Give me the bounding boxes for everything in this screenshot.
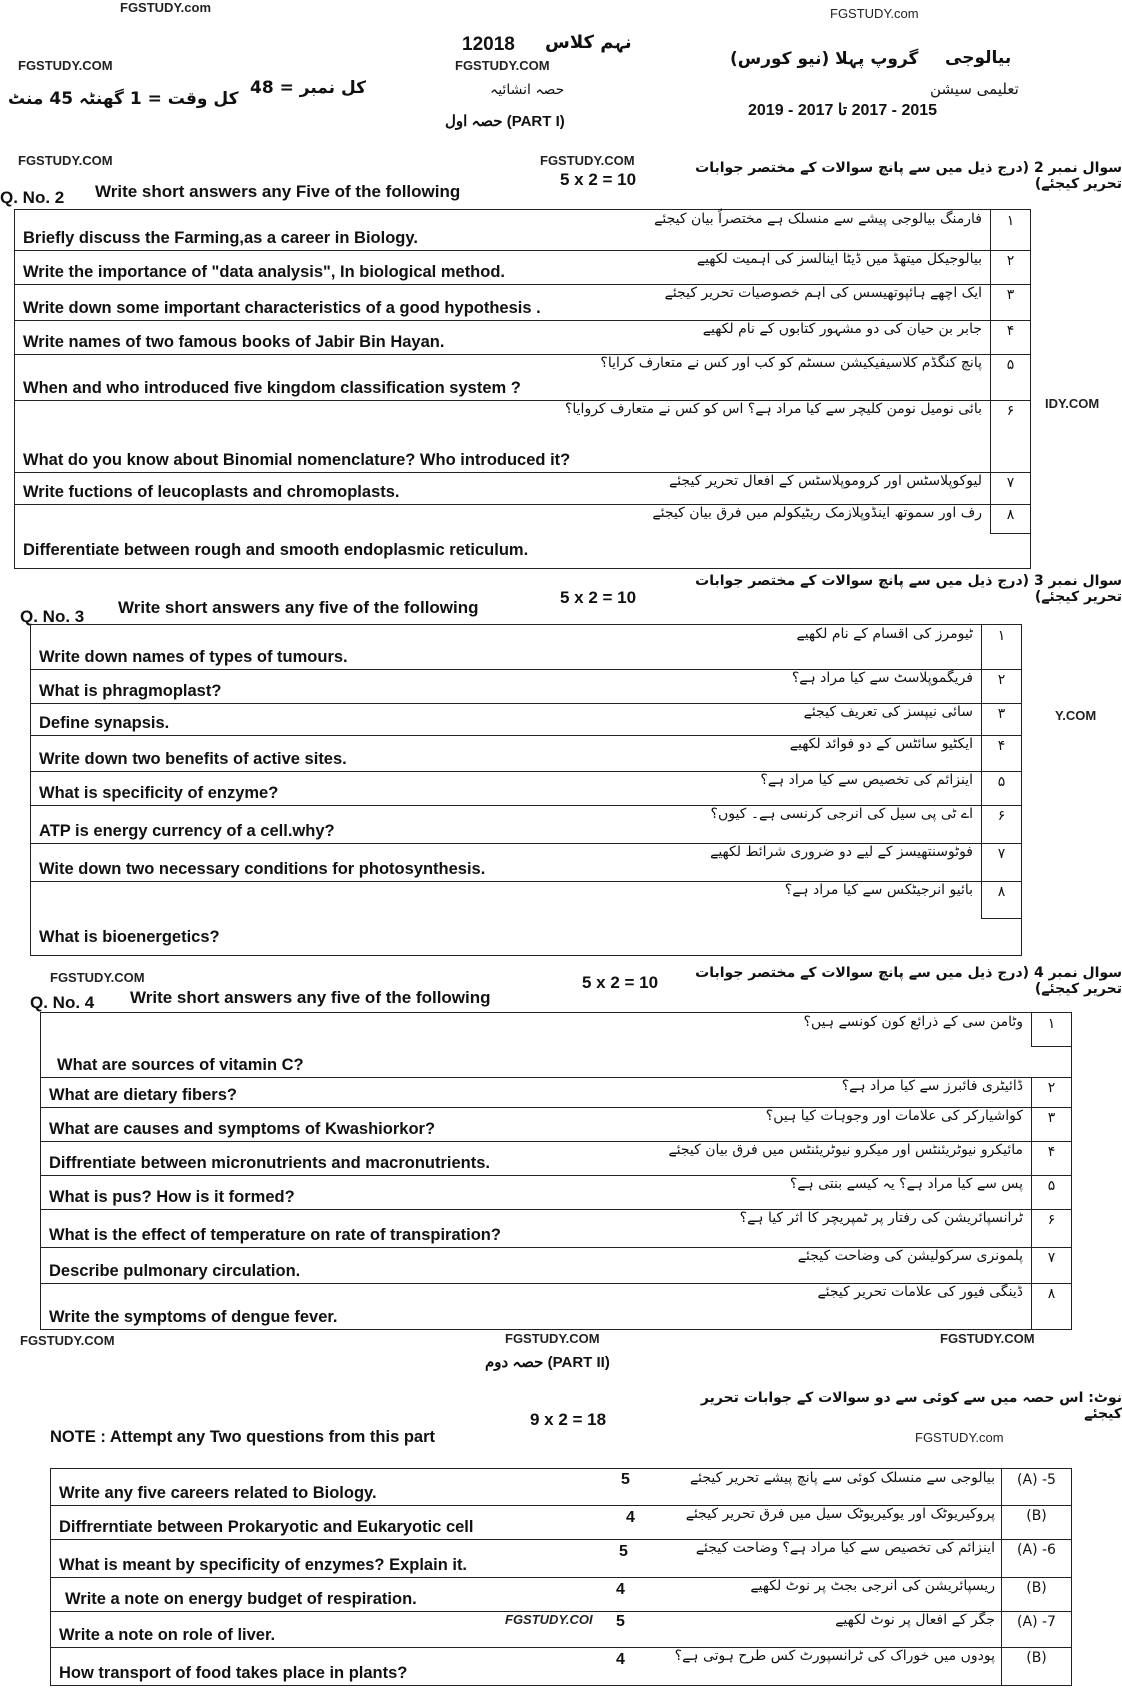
watermark: FGSTUDY.COM [505, 1331, 600, 1346]
row-urdu: پانچ کنگڈم کلاسیفیکیشن سسٹم کو کب اور کس نے متعارف کرایا؟ [600, 355, 982, 371]
row-number: (B) [1001, 1505, 1071, 1539]
row-english: Diffrentiate between micronutrients and macronutrients. [49, 1154, 490, 1172]
q3-urdu-instruction: سوال نمبر 3 (درج ذیل میں سے پانچ سوالات کے مختصر جوابات تحریر کیجئے) [695, 573, 1122, 605]
row-english: Write down some important characteristics of a good hypothesis . [23, 299, 541, 317]
row-number: (A) -6 [1001, 1539, 1071, 1577]
row-urdu: فوٹوسنتھیسز کے لیے دو ضروری شرائط لکھیے [710, 844, 973, 860]
class-urdu: نہم کلاس [545, 32, 632, 53]
row-english: What is bioenergetics? [39, 928, 220, 946]
row-number: ۷ [1031, 1247, 1071, 1283]
row-urdu: وٹامن سی کے ذرائع کون کونسے ہیں؟ [803, 1014, 1023, 1030]
row-english: ATP is energy currency of a cell.why? [39, 822, 335, 840]
row-english: What are dietary fibers? [49, 1086, 237, 1104]
watermark: FGSTUDY.COM [540, 153, 635, 168]
q3-table [30, 624, 1022, 956]
table-row [41, 1141, 1071, 1176]
row-number: ۷ [981, 843, 1021, 881]
watermark: IDY.COM [1045, 396, 1100, 411]
row-number: ۸ [990, 504, 1030, 534]
table-row [31, 881, 1021, 955]
table-row [51, 1539, 1071, 1578]
row-marks: 4 [616, 1581, 625, 1598]
q2-instruction: Write short answers any Five of the following [95, 182, 461, 201]
row-urdu: مائیکرو نیوٹریئنٹس اور میکرو نیوٹریئنٹس میں فرق بیان کیجئے [668, 1142, 1023, 1158]
table-row [31, 669, 1021, 704]
watermark: FGSTUDY.COM [20, 1333, 115, 1348]
row-english: What are causes and symptoms of Kwashiorkor? [49, 1120, 436, 1138]
subject-urdu: بیالوجی [945, 48, 1012, 68]
row-english: How transport of food takes place in plants? [59, 1664, 408, 1682]
table-row [51, 1577, 1071, 1612]
q2-label: Q. No. 2 [0, 188, 65, 207]
watermark: FGSTUDY.com [120, 0, 212, 15]
paper-code: 12018 [462, 34, 515, 55]
part2-note: NOTE : Attempt any Two questions from this part [50, 1428, 436, 1446]
row-number: ۶ [981, 805, 1021, 843]
table-row [41, 1013, 1071, 1078]
row-number: ۶ [1031, 1209, 1071, 1247]
row-urdu: بائیو انرجیٹکس سے کیا مراد ہے؟ [784, 882, 973, 898]
watermark: Y.COM [1055, 708, 1097, 723]
row-urdu: پلمونری سرکولیشن کی وضاحت کیجئے [797, 1248, 1023, 1264]
q3-marks: 5 x 2 = 10 [560, 588, 637, 607]
table-row [51, 1505, 1071, 1540]
table-row [41, 1209, 1071, 1248]
row-urdu: فریگموپلاسٹ سے کیا مراد ہے؟ [791, 670, 973, 686]
table-row [31, 735, 1021, 772]
q2-urdu-instruction: سوال نمبر 2 (درج ذیل میں سے پانچ سوالات کے مختصر جوابات تحریر کیجئے) [695, 160, 1122, 192]
table-row [41, 1107, 1071, 1142]
total-time: کل وقت = 1 گھنٹہ 45 منٹ [8, 89, 239, 109]
row-urdu: جگر کے افعال پر نوٹ لکھیے [835, 1612, 995, 1628]
part-urdu: حصہ انشائیہ [490, 82, 565, 98]
row-urdu: رف اور سموتھ اینڈوپلازمک ریٹیکولم میں فرق بیان کیجئے [652, 505, 982, 521]
table-row [31, 805, 1021, 844]
row-english: Define synapsis. [39, 714, 170, 732]
table-row [41, 1283, 1071, 1329]
table-row [15, 472, 1030, 505]
row-english: Write any five careers related to Biology. [59, 1484, 377, 1502]
row-english: Write fuctions of leucoplasts and chromoplasts. [23, 483, 400, 501]
row-english: Diffrerntiate between Prokaryotic and Eukaryotic cell [59, 1518, 474, 1536]
row-urdu: بیالوجیکل میتھڈ میں ڈیٹا اینالسز کی اہمیت لکھیے [696, 251, 982, 267]
watermark: FGSTUDY.COM [455, 58, 550, 73]
row-number: ۵ [990, 354, 1030, 400]
row-number: ۲ [990, 250, 1030, 284]
q3-label: Q. No. 3 [20, 607, 85, 626]
row-urdu: پودوں میں خوراک کی ٹرانسپورٹ کس طرح ہوتی ہے؟ [674, 1648, 995, 1664]
q4-label: Q. No. 4 [30, 993, 95, 1012]
q4-marks: 5 x 2 = 10 [582, 973, 659, 992]
row-marks: 5 [616, 1613, 625, 1630]
row-urdu: جابر بن حیان کی دو مشہور کتابوں کے نام لکھیے [702, 321, 982, 337]
table-row [15, 354, 1030, 401]
table-row [41, 1077, 1071, 1108]
table-row [31, 625, 1021, 670]
table-row [51, 1647, 1071, 1685]
row-number: ۳ [981, 703, 1021, 735]
part2-marks: 9 x 2 = 18 [530, 1410, 607, 1429]
q4-urdu-instruction: سوال نمبر 4 (درج ذیل میں سے پانچ سوالات کے مختصر جوابات تحریر کیجئے) [695, 965, 1122, 997]
total-marks: کل نمبر = 48 [250, 78, 367, 98]
row-english: Write a note on energy budget of respiration. [65, 1590, 417, 1608]
row-number: (A) -5 [1001, 1469, 1071, 1505]
part2-urdu-note: نوٹ: اس حصہ میں سے کوئی سے دو سوالات کے جوابات تحریر کیجئے [700, 1390, 1122, 1422]
row-english: What is phragmoplast? [39, 682, 222, 700]
row-english: What is pus? How is it formed? [49, 1188, 295, 1206]
group-urdu: گروپ پہلا (نیو کورس) [730, 49, 919, 69]
watermark: FGSTUDY.COM [940, 1331, 1035, 1346]
row-number: ۳ [990, 284, 1030, 320]
watermark: FGSTUDY.COM [18, 153, 113, 168]
row-number: ۱ [1031, 1013, 1071, 1047]
row-number: ۴ [1031, 1141, 1071, 1175]
table-row [51, 1469, 1071, 1506]
row-number: ۵ [1031, 1175, 1071, 1209]
row-english: What is meant by specificity of enzymes? Explain it. [59, 1556, 468, 1574]
row-urdu: پروکیریوٹک اور یوکیریوٹک سیل میں فرق تحریر کیجئے [685, 1506, 995, 1522]
table-row [15, 400, 1030, 473]
row-urdu: اے ٹی پی سیل کی انرجی کرنسی ہے۔ کیوں؟ [710, 806, 973, 822]
row-marks: 4 [616, 1651, 625, 1668]
session-years: 2015 - 2017 تا 2017 - 2019 [748, 102, 938, 119]
row-number: ۷ [990, 472, 1030, 504]
watermark: FGSTUDY.com [830, 6, 919, 21]
row-urdu: سائی نیپسز کی تعریف کیجئے [803, 704, 973, 720]
part-two-label: حصہ دوم (PART II) [485, 1354, 610, 1371]
row-number: ۱ [981, 625, 1021, 669]
row-english: Briefly discuss the Farming,as a career in Biology. [23, 229, 418, 247]
session-urdu: تعلیمی سیشن [930, 80, 1019, 98]
row-english: Write down two benefits of active sites. [39, 750, 347, 768]
table-row [15, 250, 1030, 285]
row-number: ۴ [990, 320, 1030, 354]
watermark: FGSTUDY.COM [18, 58, 113, 73]
row-urdu: ایکٹیو سائٹس کے دو فوائد لکھیے [789, 736, 973, 752]
table-row [15, 320, 1030, 355]
row-marks: 4 [626, 1509, 635, 1526]
row-number: (B) [1001, 1647, 1071, 1685]
part-one-label: حصہ اول (PART I) [445, 113, 565, 130]
row-english: Write names of two famous books of Jabir Bin Hayan. [23, 333, 445, 351]
q2-marks: 5 x 2 = 10 [560, 170, 637, 189]
row-urdu: ایک اچھے ہائپوتھیسس کی اہم خصوصیات تحریر کیجئے [664, 285, 982, 301]
table-row [41, 1175, 1071, 1210]
row-urdu: ڈینگی فیور کی علامات تحریر کیجئے [817, 1284, 1023, 1300]
table-row [31, 771, 1021, 806]
row-urdu: پس سے کیا مراد ہے؟ یہ کیسے بنتی ہے؟ [789, 1176, 1023, 1192]
row-number: ۱ [990, 210, 1030, 250]
row-marks: 5 [619, 1543, 628, 1560]
row-english: What is specificity of enzyme? [39, 784, 279, 802]
part2-table [50, 1468, 1072, 1686]
q4-instruction: Write short answers any five of the following [130, 988, 491, 1007]
row-number: ۲ [1031, 1077, 1071, 1107]
row-urdu: لیوکوپلاسٹس اور کروموپلاسٹس کے افعال تحریر کیجئے [669, 473, 982, 489]
row-number: ۸ [981, 881, 1021, 919]
row-english: What is the effect of temperature on rate of transpiration? [49, 1226, 501, 1244]
table-row [15, 504, 1030, 568]
row-english: What are sources of vitamin C? [57, 1056, 304, 1074]
row-urdu: اینزائم کی تخصیص سے کیا مراد ہے؟ وضاحت کیجئے [695, 1540, 995, 1556]
row-number: ۲ [981, 669, 1021, 703]
row-english: Wite down two necessary conditions for photosynthesis. [39, 860, 486, 878]
row-urdu: ڈائیٹری فائبرز سے کیا مراد ہے؟ [841, 1078, 1023, 1094]
table-row [15, 210, 1030, 251]
row-english: When and who introduced five kingdom classification system ? [23, 379, 521, 397]
q2-table [14, 209, 1031, 569]
row-english: Write down names of types of tumours. [39, 648, 348, 666]
watermark: FGSTUDY.com [915, 1430, 1004, 1445]
row-number: ۴ [981, 735, 1021, 771]
row-english: Write the importance of "data analysis", In biological method. [23, 263, 506, 281]
table-row [31, 843, 1021, 882]
table-row [15, 284, 1030, 321]
row-english: Differentiate between rough and smooth endoplasmic reticulum. [23, 541, 529, 559]
row-urdu: ٹیومرز کی اقسام کے نام لکھیے [796, 626, 973, 642]
watermark: FGSTUDY.COI [505, 1612, 593, 1627]
row-urdu: بائی نومیل نومن کلیچر سے کیا مراد ہے؟ اس کو کس نے متعارف کروایا؟ [564, 401, 982, 417]
table-row [41, 1247, 1071, 1284]
row-number: ۶ [990, 400, 1030, 472]
row-number: ۵ [981, 771, 1021, 805]
row-urdu: ٹرانسپائریشن کی رفتار پر ٹمپریچر کا اثر کیا ہے؟ [739, 1210, 1023, 1226]
row-number: (B) [1001, 1577, 1071, 1611]
row-english: Describe pulmonary circulation. [49, 1262, 301, 1280]
row-urdu: ریسپائریشن کی انرجی بجٹ پر نوٹ لکھیے [750, 1578, 995, 1594]
q4-table [40, 1012, 1072, 1330]
row-number: (A) -7 [1001, 1611, 1071, 1647]
row-urdu: فارمنگ بیالوجی پیشے سے منسلک ہے مختصراً بیان کیجئے [654, 211, 982, 227]
row-english: What do you know about Binomial nomenclature? Who introduced it? [23, 451, 571, 469]
row-english: Write the symptoms of dengue fever. [49, 1308, 338, 1326]
row-urdu: کواشیارکر کی علامات اور وجوہات کیا ہیں؟ [765, 1108, 1023, 1124]
row-english: Write a note on role of liver. [59, 1626, 276, 1644]
row-urdu: اینزائم کی تخصیص سے کیا مراد ہے؟ [760, 772, 973, 788]
row-marks: 5 [621, 1471, 630, 1488]
table-row [51, 1611, 1071, 1648]
table-row [31, 703, 1021, 736]
q3-instruction: Write short answers any five of the following [118, 598, 479, 617]
row-number: ۳ [1031, 1107, 1071, 1141]
row-number: ۸ [1031, 1283, 1071, 1329]
watermark: FGSTUDY.COM [50, 970, 145, 985]
row-urdu: بیالوجی سے منسلک کوئی سے پانچ پیشے تحریر کیجئے [689, 1470, 995, 1486]
